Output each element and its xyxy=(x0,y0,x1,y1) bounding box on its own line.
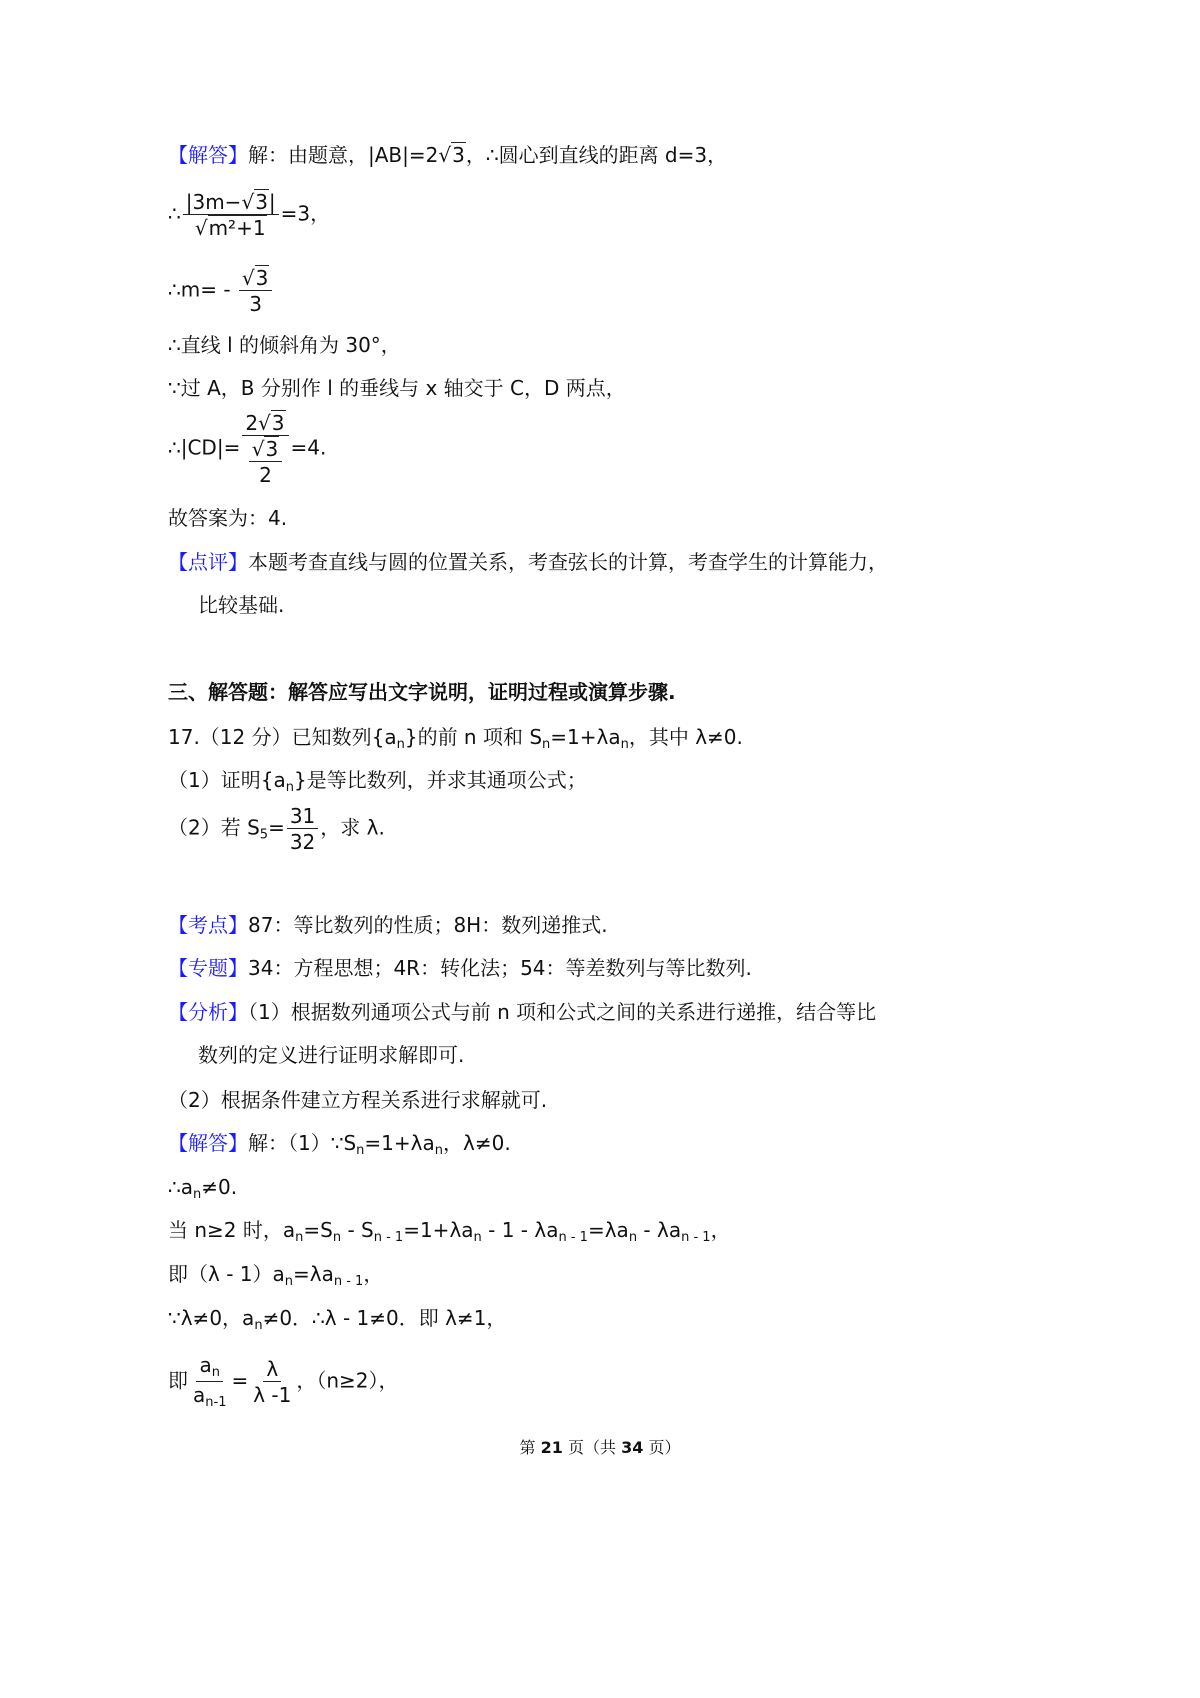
subscript: n xyxy=(254,1318,263,1333)
tag-zhuanti: 【专题】 xyxy=(168,956,248,980)
denominator: 3 xyxy=(249,292,263,316)
page-total: 34 xyxy=(621,1438,644,1457)
numerator: |3m−√ xyxy=(185,190,255,214)
comment-line-2: 比较基础. xyxy=(198,593,285,617)
subscript: n - 1 xyxy=(558,1230,588,1245)
text: = xyxy=(231,1368,249,1393)
text: =1+λa xyxy=(550,725,621,749)
text: =4. xyxy=(290,435,327,460)
sqrt-radicand: 3 xyxy=(255,266,269,290)
numerator: √ xyxy=(251,437,265,461)
subscript: n xyxy=(542,737,551,752)
answer-line-2 xyxy=(168,192,330,238)
text: ∴|CD|= xyxy=(168,435,241,460)
text: 87：等比数列的性质；8H：数列递推式. xyxy=(248,913,608,937)
text: ≠0. xyxy=(201,1175,238,1199)
text: ∴ xyxy=(168,201,181,226)
subscript: 5 xyxy=(259,827,269,843)
subscript: n xyxy=(356,1143,365,1158)
section-heading: 三、解答题：解答应写出文字说明，证明过程或演算步骤. xyxy=(168,680,676,704)
text: ∵λ≠0，a xyxy=(168,1306,255,1330)
text: | xyxy=(268,190,276,214)
solution-line-4 xyxy=(168,1308,506,1332)
text: ，λ≠0. xyxy=(443,1131,511,1155)
answer-line-6 xyxy=(168,413,326,485)
text: ∴m= - xyxy=(168,277,237,302)
text: ，求 λ. xyxy=(320,815,385,840)
text: =S xyxy=(303,1218,333,1242)
subscript: n xyxy=(620,737,629,752)
text: 本题考查直线与圆的位置关系，考查弦长的计算，考查学生的计算能力， xyxy=(248,550,888,574)
text: ，∴圆心到直线的距离 d=3， xyxy=(465,143,728,167)
answer-line-5: ∵过 A，B 分别作 l 的垂线与 x 轴交于 C，D 两点， xyxy=(168,376,626,400)
tag-jieda: 【解答】 xyxy=(168,1131,248,1155)
question-17 xyxy=(168,727,743,751)
text: （2）若 S xyxy=(168,815,260,840)
sqrt-radicand: 3 xyxy=(265,437,279,461)
text: 解：（1）∵S xyxy=(248,1131,357,1155)
subscript: n - 1 xyxy=(681,1230,711,1245)
solution-line-2 xyxy=(168,1220,731,1244)
denominator: λ -1 xyxy=(253,1383,292,1407)
text: （1）证明{a xyxy=(168,768,286,792)
denominator: 32 xyxy=(289,830,316,854)
fraction xyxy=(287,806,318,852)
fraction xyxy=(239,268,272,314)
comment-line xyxy=(168,552,888,572)
text: ， xyxy=(363,1262,384,1286)
text: =λa xyxy=(293,1262,334,1286)
solution-line-3 xyxy=(168,1264,383,1288)
text: }的前 n 项和 S xyxy=(404,725,543,749)
text: ， xyxy=(710,1218,731,1242)
numerator: λ xyxy=(263,1359,281,1382)
sqrt-radicand: 3 xyxy=(452,143,465,167)
text: 34：方程思想；4R：转化法；54：等差数列与等比数列. xyxy=(248,956,752,980)
text: =λa xyxy=(587,1218,629,1242)
answer-line-1 xyxy=(168,145,727,165)
zhuanti-line xyxy=(168,958,752,978)
numerator: 31 xyxy=(287,806,318,829)
tag-kaodian: 【考点】 xyxy=(168,913,248,937)
text: =1+λa xyxy=(364,1131,435,1155)
kaodian-line xyxy=(168,915,608,935)
page-footer xyxy=(0,1435,1200,1458)
text: 第 xyxy=(519,1438,541,1457)
subscript: n xyxy=(285,780,294,795)
tag-comment: 【点评】 xyxy=(168,550,248,574)
subscript: n xyxy=(473,1230,482,1245)
text: 17.（12 分）已知数列{a xyxy=(168,725,397,749)
sqrt-radicand: m²+1 xyxy=(208,216,266,240)
fenxi-line-3: （2）根据条件建立方程关系进行求解就可. xyxy=(168,1088,548,1112)
denominator: a xyxy=(193,1383,206,1407)
numerator: √ xyxy=(241,266,255,290)
subscript: n xyxy=(211,1365,220,1380)
denominator: 2 xyxy=(259,463,272,487)
text: （1）根据数列通项公式与前 n 项和公式之间的关系进行递推，结合等比 xyxy=(248,1000,877,1024)
text: - λa xyxy=(637,1218,682,1242)
subscript: n - 1 xyxy=(373,1230,404,1245)
tag-answer: 【解答】 xyxy=(168,143,248,167)
numerator: a xyxy=(199,1353,212,1377)
jieda-line xyxy=(168,1133,511,1157)
text: ，其中 λ≠0. xyxy=(628,725,743,749)
text: - 1 - λa xyxy=(481,1218,559,1242)
text: 即 xyxy=(168,1368,188,1393)
subscript: n xyxy=(295,1230,304,1245)
subscript: n xyxy=(628,1230,638,1245)
text: 页（共 xyxy=(562,1438,622,1457)
fraction xyxy=(250,1359,294,1405)
text: = xyxy=(268,815,285,840)
text: =1+λa xyxy=(403,1218,474,1242)
text: =3， xyxy=(280,201,331,226)
solution-line-1 xyxy=(168,1177,237,1201)
text: 当 n≥2 时，a xyxy=(168,1218,296,1242)
text: }是等比数列，并求其通项公式； xyxy=(293,768,587,792)
text: ∴a xyxy=(168,1175,193,1199)
answer-final: 故答案为：4. xyxy=(168,506,288,530)
subscript: n xyxy=(396,737,405,752)
text: - S xyxy=(341,1218,374,1242)
subscript: n xyxy=(434,1143,443,1158)
text: ，（n≥2）， xyxy=(296,1368,399,1393)
subscript: n xyxy=(192,1187,202,1202)
question-17-part-1 xyxy=(168,770,587,794)
subscript: n - 1 xyxy=(333,1274,364,1289)
subscript: n xyxy=(284,1274,293,1289)
subscript: n xyxy=(332,1230,342,1245)
tag-fenxi: 【分析】 xyxy=(168,1000,248,1024)
sqrt-radicand: 3 xyxy=(271,411,285,435)
fenxi-line xyxy=(168,1002,876,1022)
solution-line-5 xyxy=(168,1355,399,1409)
fraction xyxy=(242,413,288,485)
text: ≠0．∴λ - 1≠0．即 λ≠1， xyxy=(262,1306,507,1330)
text: 页） xyxy=(643,1438,681,1457)
page-number: 21 xyxy=(540,1438,563,1457)
subscript: n-1 xyxy=(205,1395,227,1410)
fraction xyxy=(183,192,279,238)
text: 解：由题意，|AB|=2√ xyxy=(248,143,452,167)
sqrt-radicand: 3 xyxy=(255,190,268,214)
fraction xyxy=(190,1355,229,1409)
text: 即（λ - 1）a xyxy=(168,1262,285,1286)
denominator: √ xyxy=(194,216,208,240)
answer-line-4: ∴直线 l 的倾斜角为 30°， xyxy=(168,333,401,357)
numerator: 2√ xyxy=(245,411,271,435)
question-17-part-2 xyxy=(168,806,385,852)
fenxi-line-2: 数列的定义进行证明求解即可. xyxy=(198,1043,465,1067)
answer-line-3 xyxy=(168,268,274,314)
